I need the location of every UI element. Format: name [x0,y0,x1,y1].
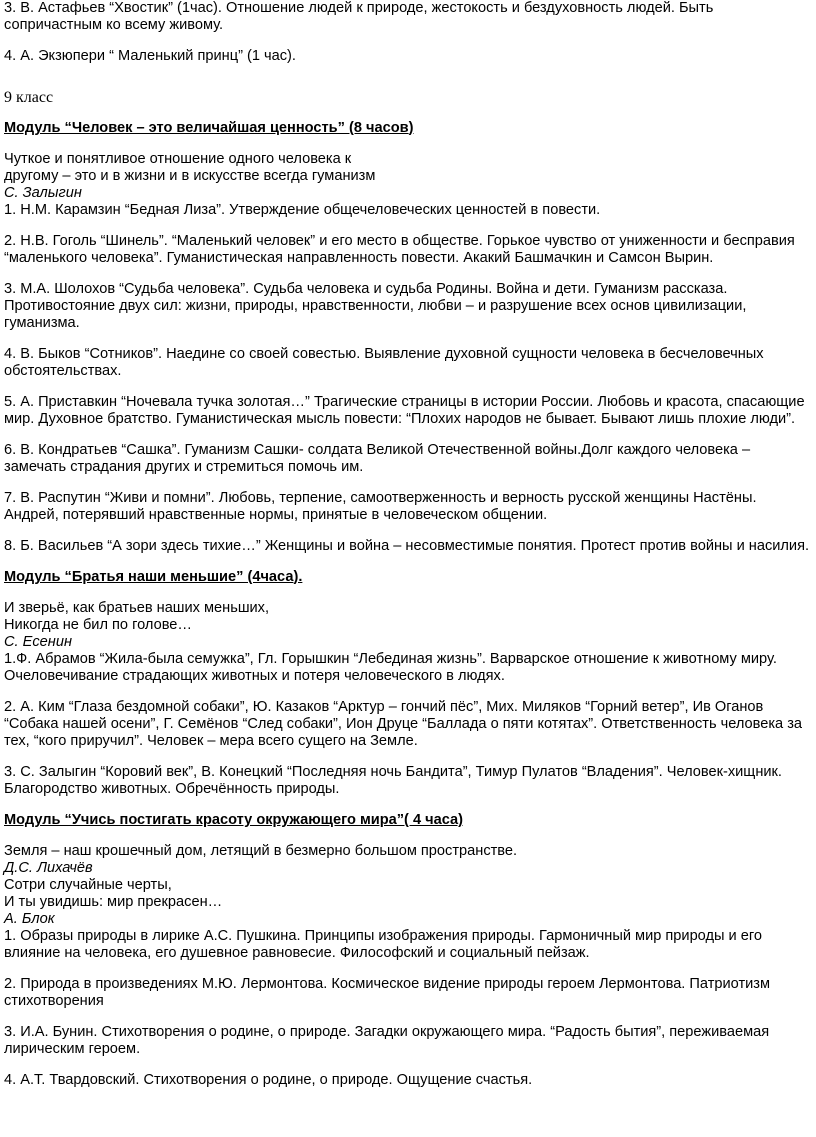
module-2-title: Модуль “Братья наши меньшие” (4часа). [4,569,303,585]
epigraph-line: И зверьё, как братьев наших меньших, [4,600,270,616]
epigraph-line: Сотри случайные черты, [4,877,172,893]
list-item: 3. И.А. Бунин. Стихотворения о родине, о природе. Загадки окружающего мира. “Радость бытия”, переживаемая лирическим героем. [4,1024,770,1057]
list-item: 1. Образы природы в лирике А.С. Пушкина. Принципы изображения природы. Гармоничный мир природы и его влияние на человека, его душевное равновесие. Философский и социальный пейзаж. [4,928,762,961]
list-item: 6. В. Кондратьев “Сашка”. Гуманизм Сашки- солдата Великой Отечественной войны.Долг каждого человека – замечать страдания других и стремиться помочь им. [4,442,751,475]
intro-item: 3. В. Астафьев “Хвостик” (1час). Отношение людей к природе, жестокость и бездуховность людей. Быть сопричастным ко всему живому. [4,0,714,33]
list-item: 2. Н.В. Гоголь “Шинель”. “Маленький человек” и его место в обществе. Горькое чувство от униженности и бесправия “маленького человека”. Гуманистическая направленность повести. Акакий Башмачкин и Самсон Вырин. [4,233,795,266]
list-item: 8. Б. Васильев “А зори здесь тихие…” Женщины и война – несовместимые понятия. Протест против войны и насилия. [4,538,810,554]
list-item: 4. А.Т. Твардовский. Стихотворения о родине, о природе. Ощущение счастья. [4,1072,533,1088]
list-item: 1. Н.М. Карамзин “Бедная Лиза”. Утверждение общечеловеческих ценностей в повести. [4,202,601,218]
epigraph-author: С. Залыгин [4,185,82,201]
module-1-title: Модуль “Человек – это величайшая ценность” (8 часов) [4,120,414,136]
epigraph-line: Земля – наш крошечный дом, летящий в безмерно большом пространстве. [4,843,518,859]
list-item: 2. А. Ким “Глаза бездомной собаки”, Ю. Казаков “Арктур – гончий пёс”, Мих. Миляков “Горний ветер”, Ив Оганов “Собака нашей осени”, Г. Семёнов “След собаки”, Ион Друце “Баллада о пяти котятах”. Ответственность человека за тех, “кого приручил”. Человек – мера всего сущего на Земле. [4,699,803,749]
list-item: 1.Ф. Абрамов “Жила-была семужка”, Гл. Горышкин “Лебединая жизнь”. Варварское отношение к животному миру. Очеловечивание страдающих животных и потеря человеческого в людях. [4,651,777,684]
list-item: 3. М.А. Шолохов “Судьба человека”. Судьба человека и судьба Родины. Война и дети. Гуманизм рассказа. Противостояние двух сил: жизни, природы, нравственности, любви – и разрушение всех основ цивилизации, гуманизма. [4,281,747,331]
list-item: 4. В. Быков “Сотников”. Наедине со своей совестью. Выявление духовной сущности человека в бесчеловечных обстоятельствах. [4,346,764,379]
intro-item: 4. А. Экзюпери “ Маленький принц” (1 час). [4,48,296,64]
epigraph-author: С. Есенин [4,634,72,650]
module-3-title: Модуль “Учись постигать красоту окружающего мира”( 4 часа) [4,812,463,828]
epigraph-author: А. Блок [4,911,55,927]
epigraph-line: И ты увидишь: мир прекрасен… [4,894,223,910]
grade-heading: 9 класс [4,89,54,106]
epigraph-line: Чуткое и понятливое отношение одного человека к [4,151,352,167]
list-item: 2. Природа в произведениях М.Ю. Лермонтова. Космическое видение природы героем Лермонтова. Патриотизм стихотворения [4,976,771,1009]
epigraph-line: другому – это и в жизни и в искусстве всегда гуманизм [4,168,376,184]
list-item: 5. А. Приставкин “Ночевала тучка золотая…” Трагические страницы в истории России. Любовь и красота, спасающие мир. Духовное братство. Гуманистическая мысль повести: “Плохих народов не бывает. Бывают лишь плохие люди”. [4,394,805,427]
list-item: 3. С. Залыгин “Коровий век”, В. Конецкий “Последняя ночь Бандита”, Тимур Пулатов “Владения”. Человек-хищник. Благородство животных. Обречённость природы. [4,764,782,797]
epigraph-author: Д.С. Лихачёв [4,860,93,876]
list-item: 7. В. Распутин “Живи и помни”. Любовь, терпение, самоотверженность и верность русской женщины Настёны. Андрей, потерявший нравственные нормы, принятые в человеческом общении. [4,490,757,523]
epigraph-line: Никогда не бил по голове… [4,617,192,633]
